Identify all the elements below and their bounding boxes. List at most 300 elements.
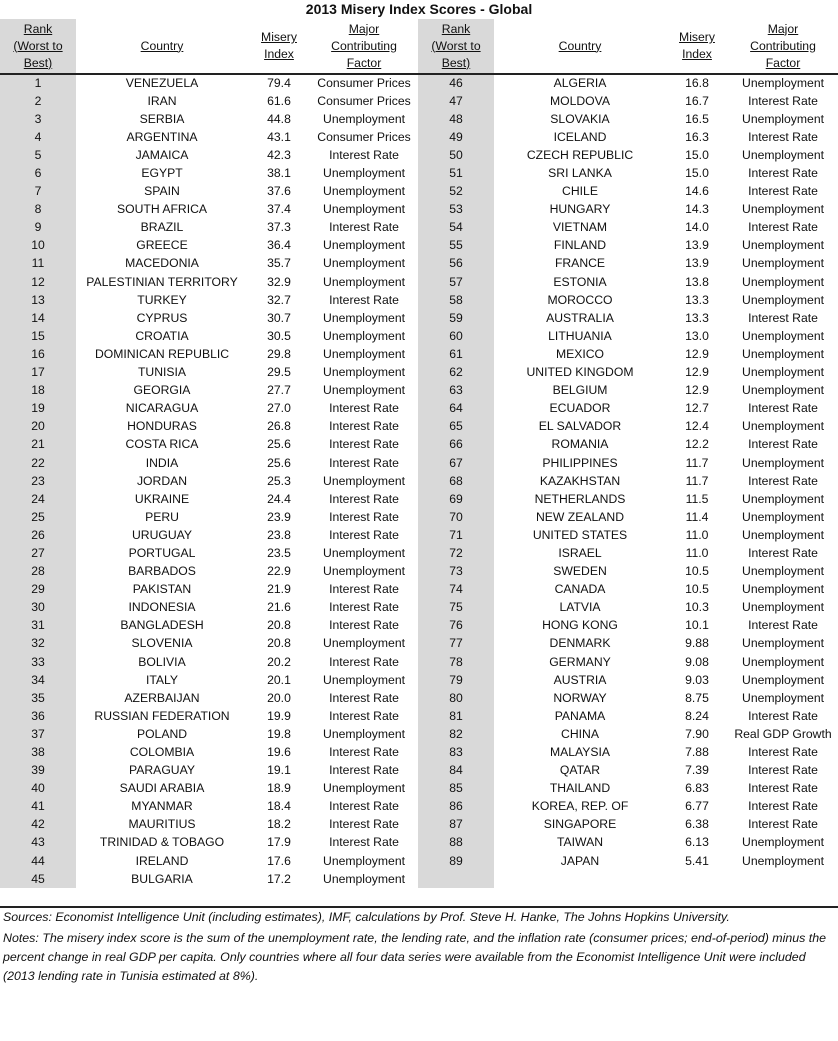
table-row — [0, 671, 838, 689]
factor-cell: Unemployment — [742, 564, 824, 579]
score-cell: 9.88 — [685, 636, 709, 651]
rank-cell: 29 — [0, 581, 76, 599]
table-row — [0, 255, 838, 273]
country-cell: ICELAND — [553, 129, 607, 144]
factor-cell: Unemployment — [742, 672, 824, 687]
score-cell: 12.9 — [685, 365, 709, 380]
table-row — [0, 128, 838, 146]
score-cell: 79.4 — [267, 76, 291, 91]
method-note: Notes: The misery index score is the sum of the unemployment rate, the lending rate, and the inflation rate (consumer prices; end-of-period) minus the percent change in real GDP per capita. Only countries where all four data series were available from the Economist Intelligence Unit were included (2013 lending rate in Tunisia estimated at 8%). — [3, 931, 827, 983]
rank-cell: 9 — [0, 219, 76, 237]
rank-cell: 14 — [0, 309, 76, 327]
factor-cell: Interest Rate — [329, 799, 399, 814]
country-cell: TAIWAN — [556, 835, 604, 850]
score-cell: 19.6 — [267, 745, 291, 760]
country-cell: LITHUANIA — [548, 328, 612, 343]
factor-cell: Interest Rate — [329, 147, 399, 162]
table-row — [0, 526, 838, 544]
factor-cell: Consumer Prices — [317, 129, 411, 144]
rank-cell: 7 — [0, 183, 76, 201]
country-cell: SERBIA — [139, 111, 185, 126]
score-cell: 18.4 — [267, 799, 291, 814]
score-cell: 14.3 — [685, 202, 709, 217]
rank-cell: 40 — [0, 780, 76, 798]
rank-cell: 67 — [418, 454, 494, 472]
rank-cell: 44 — [0, 852, 76, 870]
rank-cell: 69 — [418, 490, 494, 508]
score-cell: 16.8 — [685, 76, 709, 91]
country-cell: PARAGUAY — [129, 763, 195, 778]
factor-cell: Interest Rate — [748, 545, 818, 560]
factor-cell: Unemployment — [742, 365, 824, 380]
score-cell: 12.9 — [685, 346, 709, 361]
score-cell: 8.75 — [685, 690, 709, 705]
country-cell: SRI LANKA — [548, 166, 612, 181]
rank-cell: 56 — [418, 255, 494, 273]
score-cell: 22.9 — [267, 564, 291, 579]
rank-cell: 36 — [0, 707, 76, 725]
factor-cell: Interest Rate — [748, 220, 818, 235]
table-row — [0, 110, 838, 128]
rank-cell: 8 — [0, 201, 76, 219]
factor-cell: Unemployment — [323, 310, 405, 325]
country-cell: HONDURAS — [127, 419, 197, 434]
factor-cell: Unemployment — [742, 527, 824, 542]
rank-cell: 76 — [418, 617, 494, 635]
rank-cell: 79 — [418, 671, 494, 689]
score-cell: 6.83 — [685, 781, 709, 796]
rank-cell: 37 — [0, 725, 76, 743]
factor-cell: Interest Rate — [329, 817, 399, 832]
score-header-left: Misery Index — [248, 19, 310, 74]
country-cell: TUNISIA — [137, 365, 187, 380]
country-cell: BARBADOS — [128, 564, 196, 579]
rank-cell: 55 — [418, 237, 494, 255]
table-row — [0, 780, 838, 798]
rank-cell: 31 — [0, 617, 76, 635]
score-cell: 25.3 — [267, 473, 291, 488]
country-cell: JORDAN — [136, 473, 188, 488]
country-cell: BELGIUM — [552, 383, 608, 398]
rank-cell: 25 — [0, 508, 76, 526]
score-cell: 10.3 — [685, 600, 709, 615]
score-cell: 32.9 — [267, 274, 291, 289]
country-cell: BRAZIL — [140, 220, 184, 235]
rank-cell: 64 — [418, 400, 494, 418]
rank-cell: 58 — [418, 291, 494, 309]
country-cell: TURKEY — [137, 292, 187, 307]
table-header-row — [0, 19, 838, 74]
factor-cell: Unemployment — [742, 419, 824, 434]
rank-cell: 30 — [0, 599, 76, 617]
score-cell: 17.2 — [267, 871, 291, 886]
rank-cell: 54 — [418, 219, 494, 237]
score-cell: 37.3 — [267, 220, 291, 235]
rank-cell: 24 — [0, 490, 76, 508]
country-cell: KOREA, REP. OF — [531, 799, 629, 814]
factor-cell: Unemployment — [742, 147, 824, 162]
factor-cell: Unemployment — [742, 76, 824, 91]
country-cell: COLOMBIA — [129, 745, 195, 760]
factor-cell: Interest Rate — [329, 220, 399, 235]
score-cell: 14.6 — [685, 184, 709, 199]
country-cell: BULGARIA — [131, 871, 193, 886]
factor-cell: Consumer Prices — [317, 76, 411, 91]
country-cell: VIETNAM — [552, 220, 608, 235]
country-cell: PALESTINIAN TERRITORY — [86, 274, 238, 289]
factor-cell: Unemployment — [323, 871, 405, 886]
score-cell: 18.9 — [267, 781, 291, 796]
country-cell: MALAYSIA — [549, 745, 611, 760]
factor-cell: Unemployment — [742, 346, 824, 361]
factor-cell: Interest Rate — [329, 654, 399, 669]
country-cell: AZERBAIJAN — [124, 690, 200, 705]
factor-cell: Unemployment — [323, 383, 405, 398]
country-cell: ECUADOR — [549, 401, 611, 416]
country-cell: ROMANIA — [551, 437, 609, 452]
country-cell: MOLDOVA — [549, 93, 611, 108]
country-cell: UNITED KINGDOM — [526, 365, 634, 380]
factor-cell: Unemployment — [742, 238, 824, 253]
rank-cell: 51 — [418, 164, 494, 182]
score-cell: 27.7 — [267, 383, 291, 398]
country-cell: NICARAGUA — [125, 401, 199, 416]
factor-cell: Unemployment — [323, 564, 405, 579]
country-cell — [494, 870, 666, 888]
country-cell: AUSTRIA — [553, 672, 607, 687]
factor-cell: Unemployment — [323, 545, 405, 560]
score-cell: 44.8 — [267, 111, 291, 126]
country-cell: CHINA — [561, 726, 599, 741]
factor-cell: Interest Rate — [748, 799, 818, 814]
factor-cell: Unemployment — [323, 328, 405, 343]
country-cell: SAUDI ARABIA — [119, 781, 205, 796]
score-cell: 42.3 — [267, 147, 291, 162]
factor-cell: Unemployment — [323, 202, 405, 217]
factor-cell: Unemployment — [323, 238, 405, 253]
country-cell: NORWAY — [553, 690, 607, 705]
factor-cell: Unemployment — [742, 111, 824, 126]
factor-cell: Interest Rate — [748, 166, 818, 181]
score-cell: 20.1 — [267, 672, 291, 687]
score-cell: 13.9 — [685, 238, 709, 253]
table-row — [0, 345, 838, 363]
country-cell: AUSTRALIA — [546, 310, 614, 325]
factor-cell: Unemployment — [742, 256, 824, 271]
score-cell — [666, 870, 728, 888]
country-cell: SLOVENIA — [131, 636, 193, 651]
misery-index-table — [0, 19, 838, 888]
rank-cell: 16 — [0, 345, 76, 363]
score-cell: 11.0 — [685, 545, 709, 560]
page-title: 2013 Misery Index Scores - Global — [305, 1, 533, 17]
score-cell: 11.7 — [685, 455, 709, 470]
country-cell: DENMARK — [549, 636, 611, 651]
table-row — [0, 382, 838, 400]
country-header-left: Country — [76, 19, 248, 74]
rank-cell: 17 — [0, 364, 76, 382]
country-cell: FINLAND — [553, 238, 607, 253]
country-cell: GEORGIA — [133, 383, 191, 398]
score-cell: 14.0 — [685, 220, 709, 235]
factor-cell: Interest Rate — [329, 509, 399, 524]
country-cell: INDONESIA — [128, 600, 196, 615]
rank-cell: 72 — [418, 544, 494, 562]
country-cell: TRINIDAD & TOBAGO — [99, 835, 225, 850]
country-cell: EGYPT — [141, 166, 183, 181]
country-cell: INDIA — [145, 455, 179, 470]
factor-cell: Unemployment — [323, 184, 405, 199]
rank-cell: 35 — [0, 689, 76, 707]
country-cell: EL SALVADOR — [538, 419, 622, 434]
score-cell: 16.5 — [685, 111, 709, 126]
country-cell: NETHERLANDS — [534, 491, 626, 506]
rank-cell: 39 — [0, 762, 76, 780]
factor-cell: Unemployment — [323, 256, 405, 271]
table-row — [0, 201, 838, 219]
factor-cell: Interest Rate — [748, 129, 818, 144]
rank-cell: 70 — [418, 508, 494, 526]
rank-cell: 85 — [418, 780, 494, 798]
country-cell: UKRAINE — [134, 491, 190, 506]
table-row — [0, 689, 838, 707]
country-cell: CHILE — [562, 184, 598, 199]
rank-cell: 82 — [418, 725, 494, 743]
factor-cell: Unemployment — [742, 202, 824, 217]
factor-cell: Unemployment — [323, 853, 405, 868]
table-row — [0, 400, 838, 418]
score-cell: 16.3 — [685, 129, 709, 144]
country-cell: VENEZUELA — [125, 76, 199, 91]
rank-cell: 84 — [418, 762, 494, 780]
table-row — [0, 183, 838, 201]
score-cell: 11.5 — [685, 491, 709, 506]
score-cell: 61.6 — [267, 93, 291, 108]
score-cell: 10.5 — [685, 582, 709, 597]
country-cell: DOMINICAN REPUBLIC — [94, 346, 230, 361]
table-row — [0, 237, 838, 255]
score-cell: 13.3 — [685, 292, 709, 307]
country-cell: ESTONIA — [553, 274, 607, 289]
factor-cell: Unemployment — [323, 473, 405, 488]
country-cell: COSTA RICA — [125, 437, 199, 452]
rank-cell: 27 — [0, 544, 76, 562]
factor-cell: Interest Rate — [748, 708, 818, 723]
score-cell: 26.8 — [267, 419, 291, 434]
rank-header-left: Rank (Worst to Best) — [0, 19, 76, 74]
score-cell: 32.7 — [267, 292, 291, 307]
score-cell: 21.9 — [267, 582, 291, 597]
rank-cell: 13 — [0, 291, 76, 309]
country-cell: CROATIA — [135, 328, 189, 343]
table-row — [0, 454, 838, 472]
rank-cell: 1 — [0, 74, 76, 92]
table-row — [0, 490, 838, 508]
score-cell: 23.8 — [267, 527, 291, 542]
score-cell: 35.7 — [267, 256, 291, 271]
rank-header-right: Rank (Worst to Best) — [418, 19, 494, 74]
rank-cell: 41 — [0, 798, 76, 816]
factor-cell: Interest Rate — [329, 618, 399, 633]
rank-cell: 88 — [418, 834, 494, 852]
rank-cell: 32 — [0, 635, 76, 653]
factor-cell: Unemployment — [323, 166, 405, 181]
rank-cell: 21 — [0, 436, 76, 454]
table-row — [0, 599, 838, 617]
country-cell: PAKISTAN — [132, 582, 192, 597]
factor-cell: Unemployment — [742, 690, 824, 705]
score-cell: 25.6 — [267, 437, 291, 452]
country-cell: CANADA — [554, 582, 606, 597]
factor-cell: Interest Rate — [748, 817, 818, 832]
country-cell: ITALY — [145, 672, 179, 687]
country-cell: LATVIA — [559, 600, 601, 615]
factor-cell: Interest Rate — [329, 690, 399, 705]
factor-cell: Unemployment — [742, 455, 824, 470]
table-row — [0, 364, 838, 382]
rank-cell: 50 — [418, 146, 494, 164]
table-row — [0, 870, 838, 888]
table-row — [0, 472, 838, 490]
factor-cell: Unemployment — [323, 274, 405, 289]
rank-cell: 68 — [418, 472, 494, 490]
table-row — [0, 834, 838, 852]
country-cell: PHILIPPINES — [542, 455, 618, 470]
factor-cell: Unemployment — [323, 636, 405, 651]
score-cell: 19.8 — [267, 726, 291, 741]
score-cell: 23.5 — [267, 545, 291, 560]
score-cell: 19.9 — [267, 708, 291, 723]
score-cell: 43.1 — [267, 129, 291, 144]
factor-cell: Interest Rate — [329, 763, 399, 778]
score-cell: 15.0 — [685, 166, 709, 181]
country-cell: MAURITIUS — [128, 817, 196, 832]
score-cell: 12.9 — [685, 383, 709, 398]
rank-cell: 89 — [418, 852, 494, 870]
country-cell: ALGERIA — [553, 76, 607, 91]
score-cell: 20.0 — [267, 690, 291, 705]
score-cell: 13.8 — [685, 274, 709, 289]
rank-cell: 38 — [0, 743, 76, 761]
rank-cell: 77 — [418, 635, 494, 653]
table-row — [0, 743, 838, 761]
table-row — [0, 273, 838, 291]
factor-cell: Unemployment — [742, 383, 824, 398]
country-cell: CYPRUS — [136, 310, 188, 325]
country-cell: RUSSIAN FEDERATION — [94, 708, 230, 723]
rank-cell: 71 — [418, 526, 494, 544]
table-row — [0, 852, 838, 870]
country-cell: JAMAICA — [135, 147, 189, 162]
table-row — [0, 327, 838, 345]
rank-cell: 34 — [0, 671, 76, 689]
score-cell: 9.03 — [685, 672, 709, 687]
factor-cell: Interest Rate — [748, 763, 818, 778]
rank-cell: 46 — [418, 74, 494, 92]
score-cell: 6.77 — [685, 799, 709, 814]
factor-cell: Interest Rate — [329, 527, 399, 542]
rank-cell: 2 — [0, 92, 76, 110]
rank-cell: 43 — [0, 834, 76, 852]
country-cell: THAILAND — [549, 781, 611, 796]
country-cell: PERU — [145, 509, 179, 524]
rank-cell: 26 — [0, 526, 76, 544]
rank-cell: 74 — [418, 581, 494, 599]
table-row — [0, 725, 838, 743]
factor-cell: Unemployment — [323, 726, 405, 741]
footnotes — [3, 908, 835, 986]
rank-cell: 23 — [0, 472, 76, 490]
table-body — [0, 74, 838, 888]
factor-cell: Consumer Prices — [317, 93, 411, 108]
rank-cell: 61 — [418, 345, 494, 363]
score-cell: 23.9 — [267, 509, 291, 524]
factor-cell: Unemployment — [323, 781, 405, 796]
country-cell: PORTUGAL — [128, 545, 196, 560]
score-cell: 21.6 — [267, 600, 291, 615]
factor-cell: Unemployment — [742, 292, 824, 307]
factor-cell: Unemployment — [742, 654, 824, 669]
rank-cell: 62 — [418, 364, 494, 382]
factor-cell: Interest Rate — [329, 582, 399, 597]
score-cell: 19.1 — [267, 763, 291, 778]
score-cell: 18.2 — [267, 817, 291, 832]
country-cell: SLOVAKIA — [550, 111, 610, 126]
country-cell: IRELAND — [135, 853, 189, 868]
rank-cell: 18 — [0, 382, 76, 400]
score-cell: 17.6 — [267, 853, 291, 868]
country-cell: QATAR — [559, 763, 601, 778]
country-cell: KAZAKHSTAN — [539, 473, 621, 488]
rank-cell: 33 — [0, 653, 76, 671]
rank-cell: 19 — [0, 400, 76, 418]
table-row — [0, 816, 838, 834]
country-cell: POLAND — [136, 726, 188, 741]
score-cell: 37.4 — [267, 202, 291, 217]
score-cell: 37.6 — [267, 184, 291, 199]
score-cell: 10.1 — [685, 618, 709, 633]
factor-cell: Unemployment — [742, 274, 824, 289]
table-row — [0, 617, 838, 635]
rank-cell: 4 — [0, 128, 76, 146]
country-cell: BOLIVIA — [138, 654, 186, 669]
rank-cell: 48 — [418, 110, 494, 128]
table-row — [0, 436, 838, 454]
rank-cell: 20 — [0, 418, 76, 436]
rank-cell: 81 — [418, 707, 494, 725]
score-cell: 30.7 — [267, 310, 291, 325]
score-cell: 13.3 — [685, 310, 709, 325]
factor-cell: Unemployment — [323, 672, 405, 687]
score-cell: 29.8 — [267, 346, 291, 361]
factor-cell: Interest Rate — [748, 473, 818, 488]
score-cell: 7.88 — [685, 745, 709, 760]
table-row — [0, 581, 838, 599]
table-row — [0, 762, 838, 780]
factor-cell: Real GDP Growth — [734, 726, 832, 741]
factor-cell: Interest Rate — [748, 745, 818, 760]
rank-cell: 11 — [0, 255, 76, 273]
country-cell: MACEDONIA — [125, 256, 199, 271]
factor-cell: Interest Rate — [748, 184, 818, 199]
factor-cell: Interest Rate — [329, 419, 399, 434]
rank-cell: 15 — [0, 327, 76, 345]
table-row — [0, 74, 838, 92]
score-cell: 20.8 — [267, 618, 291, 633]
rank-cell — [418, 870, 494, 888]
table-row — [0, 563, 838, 581]
country-cell: SWEDEN — [553, 564, 607, 579]
